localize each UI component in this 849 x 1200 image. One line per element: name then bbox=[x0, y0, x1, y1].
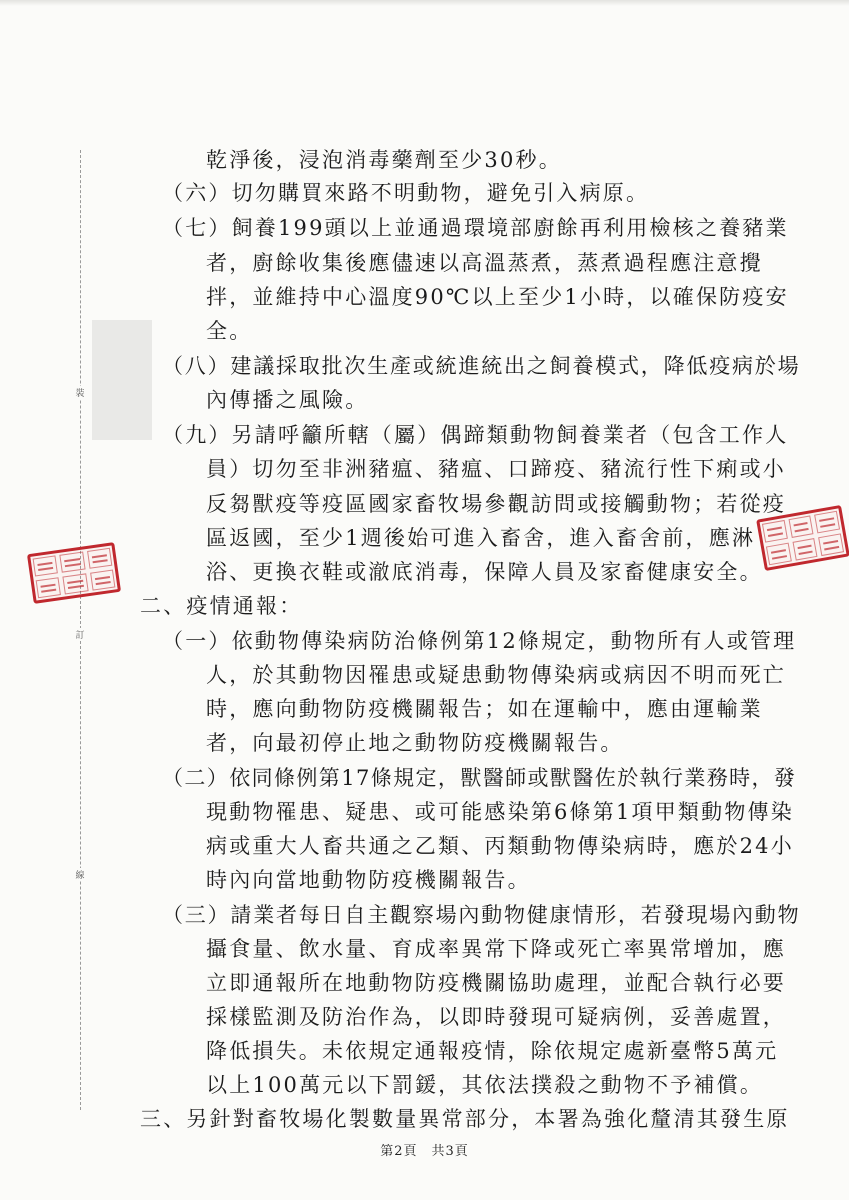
text-line: 攝食量、飲水量、育成率異常下降或死亡率異常增加，應 bbox=[206, 937, 786, 961]
text-line: （七）飼養199頭以上並通過環境部廚餘再利用檢核之養豬業 bbox=[162, 216, 789, 240]
text-line: 者，向最初停止地之動物防疫機關報告。 bbox=[206, 731, 624, 755]
text-line: （一）依動物傳染病防治條例第12條規定，動物所有人或管理 bbox=[162, 629, 797, 653]
text-line: （八）建議採取批次生產或統進統出之飼養模式，降低疫病於場 bbox=[162, 354, 801, 378]
page-footer: 第2頁 共3頁 bbox=[380, 1144, 469, 1159]
text-line: 內傳播之風險。 bbox=[206, 388, 369, 412]
text-line: 員）切勿至非洲豬瘟、豬瘟、口蹄疫、豬流行性下痢或小 bbox=[206, 457, 786, 481]
binding-mark-xian: 線 bbox=[72, 868, 88, 881]
binding-mark-ding: 訂 bbox=[72, 628, 88, 641]
text-line: （六）切勿購買來路不明動物，避免引入病原。 bbox=[162, 181, 650, 205]
text-line: 病或重大人畜共通之乙類、丙類動物傳染病時，應於24小 bbox=[206, 834, 794, 858]
binding-mark-zhuang: 裝 bbox=[72, 386, 88, 399]
text-line: （三）請業者每日自主觀察場內動物健康情形，若發現場內動物 bbox=[162, 903, 801, 927]
text-line: （九）另請呼籲所轄（屬）偶蹄類動物飼養業者（包含工作人 bbox=[162, 423, 789, 447]
text-line: 浴、更換衣鞋或澈底消毒，保障人員及家畜健康安全。 bbox=[206, 560, 763, 584]
section-heading: 三、另針對畜牧場化製數量異常部分，本署為強化釐清其發生原 bbox=[140, 1107, 790, 1131]
text-line: （二）依同條例第17條規定，獸醫師或獸醫佐於執行業務時，發 bbox=[162, 766, 797, 790]
text-line: 現動物罹患、疑患、或可能感染第6條第1項甲類動物傳染 bbox=[206, 800, 794, 824]
text-line: 區返國，至少1週後始可進入畜舍，進入畜舍前，應淋 bbox=[206, 526, 756, 550]
section-heading: 二、疫情通報： bbox=[140, 594, 303, 618]
text-line: 者，廚餘收集後應儘速以高溫蒸煮，蒸煮過程應注意攪 bbox=[206, 251, 763, 275]
text-line: 採樣監測及防治作為，以即時發現可疑病例，妥善處置， bbox=[206, 1005, 786, 1029]
text-line: 反芻獸疫等疫區國家畜牧場參觀訪問或接觸動物；若從疫 bbox=[206, 492, 786, 516]
text-line: 拌，並維持中心溫度90℃以上至少1小時，以確保防疫安 bbox=[206, 285, 789, 309]
text-line: 降低損失。未依規定通報疫情，除依規定處新臺幣5萬元 bbox=[206, 1039, 779, 1063]
text-line: 以上100萬元以下罰鍰，其依法撲殺之動物不予補償。 bbox=[206, 1073, 764, 1097]
text-line: 乾淨後，浸泡消毒藥劑至少30秒。 bbox=[206, 148, 562, 172]
text-line: 立即通報所在地動物防疫機關協助處理，並配合執行必要 bbox=[206, 971, 786, 995]
text-line: 時，應向動物防疫機關報告；如在運輸中，應由運輸業 bbox=[206, 697, 763, 721]
text-line: 人，於其動物因罹患或疑患動物傳染病或病因不明而死亡 bbox=[206, 663, 786, 687]
text-line: 時內向當地動物防疫機關報告。 bbox=[206, 868, 531, 892]
text-line: 全。 bbox=[206, 319, 253, 343]
